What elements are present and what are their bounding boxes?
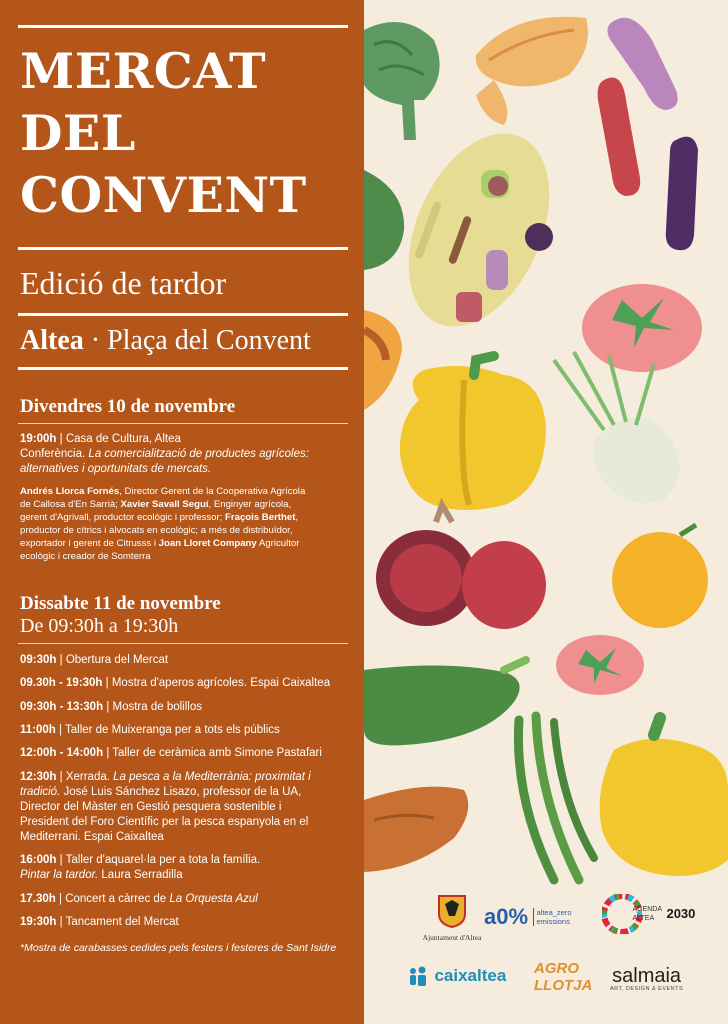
day1-event [20, 432, 340, 477]
concert-band: La Orquesta Azul [169, 893, 258, 905]
concert-text: | Concert a càrrec de [59, 893, 167, 905]
speaker-4-desc-a: Agricultor [258, 538, 300, 549]
day1-conf-title-a: La comercialització de productes agrícoles: [88, 448, 309, 460]
watercolor-time: 16:00h [20, 854, 57, 866]
talk-desc-d: Mediterrani. Espai Caixaltea [20, 831, 164, 843]
event-text: | Mostra de bolillos [106, 701, 202, 713]
watercolor-text: | Taller d'aquarel·la per a tota la família. [59, 854, 261, 866]
event-time: 09.30h - 19:30h [20, 677, 103, 689]
squash-icon [364, 660, 526, 745]
event-text: | Taller de Muixeranga per a tots els públics [59, 724, 280, 736]
concert-time: 17.30h [20, 893, 56, 905]
pepper-icon [600, 718, 728, 876]
event-text: | Taller de ceràmica amb Simone Pastafari [106, 747, 322, 759]
talk-desc-a: José Luis Sánchez Lisazo, professor de la UA, [63, 786, 302, 798]
event-row [20, 653, 340, 668]
speaker-1: Andrés Llorca Fornés [20, 486, 120, 497]
speaker-2-desc-a: , Enginyer agrícola, [208, 499, 292, 510]
day1-speakers [20, 485, 340, 563]
agenda-text-b: ALTEA [632, 915, 655, 922]
talk-time: 12:30h [20, 771, 57, 783]
title-line-1: MERCAT [20, 42, 267, 100]
orange-icon [612, 525, 708, 628]
day2-rule [18, 643, 348, 644]
day1-time: 19:00h [20, 433, 57, 445]
event-time: 09:30h - 13:30h [20, 701, 104, 713]
title-bottom-rule [18, 247, 348, 250]
event-text: | Obertura del Mercat [59, 654, 169, 666]
speaker-3: Fraçois Berthet [225, 512, 296, 523]
agrolotja-logo [534, 960, 592, 994]
beans-icon [518, 716, 594, 880]
speaker-3-desc-c: exportador i gerent de Citrusss i [20, 538, 156, 549]
closing-event [20, 915, 340, 930]
event-time: 09:30h [20, 654, 57, 666]
title-line-2: DEL [20, 104, 136, 162]
ajuntament-logo [416, 894, 488, 942]
artichoke-icon [364, 22, 440, 140]
agenda-2030-logo [602, 894, 695, 934]
a0-text-b: emissions [536, 917, 570, 926]
speaker-2: Xavier Savall Seguí [120, 499, 209, 510]
agrolotja-text-b: LLOTJA [534, 977, 593, 994]
coat-of-arms-icon [437, 894, 467, 928]
day1-conf-label: Conferència. [20, 448, 86, 460]
speaker-1-desc-b: de Callosa d'En Sarrià; [20, 499, 118, 510]
event-time: 12:00h - 14:00h [20, 747, 104, 759]
salmaia-label: salmaia [612, 965, 682, 987]
closing-text: | Tancament del Mercat [59, 916, 179, 928]
footnote: *Mostra de carabasses cedides pels festers i festeres de Sant Isidre [20, 942, 337, 954]
salmaia-logo [610, 966, 683, 992]
speaker-2-desc-b: gerent d'Agrivall, productor ecològic i professor; [20, 512, 223, 523]
edition-subtitle: Edició de tardor [20, 265, 227, 301]
day2-heading: Dissabte 11 de novembre [20, 593, 221, 614]
talk-desc-b: Director del Màster en Gestió pesquera sostenible i [20, 801, 282, 813]
caixaltea-logo [408, 966, 506, 986]
vegetable-illustration [364, 0, 728, 1024]
tomato-icon [582, 284, 702, 372]
talk-desc-c: President del Foro Científic per la pesca espanyola en el [20, 816, 309, 828]
pomegranate-icon [376, 505, 546, 629]
talk-label: | Xerrada. [59, 771, 110, 783]
venue-rule [18, 367, 348, 370]
squash-icon [381, 112, 577, 349]
altea-zero-logo [484, 904, 572, 930]
agenda-text-a: AGENDA [632, 906, 663, 913]
tomato-icon [556, 635, 644, 695]
empanada-icon [476, 17, 588, 125]
talk-event [20, 770, 340, 845]
town: Altea [20, 325, 84, 356]
talk-title-a: La pesca a la Mediterrània: proximitat i [113, 771, 311, 783]
watercolor-subtitle: Pintar la tardor. [20, 869, 99, 881]
event-time: 11:00h [20, 724, 56, 736]
day1-rule [18, 423, 348, 424]
event-text: | Mostra d'aperos agrícoles. Espai Caixaltea [105, 677, 331, 689]
watercolor-teacher: Laura Serradilla [101, 869, 183, 881]
squash-icon [364, 170, 404, 270]
sausage-icon [598, 18, 698, 250]
event-row [20, 746, 340, 761]
venue-separator: · [90, 325, 101, 356]
agrolotja-text-a: AGRO [534, 960, 579, 977]
event-row [20, 723, 340, 738]
venue [20, 325, 311, 357]
edition-rule [18, 313, 348, 316]
day1-location: | Casa de Cultura, Altea [59, 433, 181, 445]
event-row [20, 700, 340, 715]
caixaltea-label: caixaltea [434, 966, 507, 985]
concert-event [20, 892, 340, 907]
event-row [20, 676, 340, 691]
pepper-icon [400, 356, 546, 510]
closing-time: 19:30h [20, 916, 57, 928]
a0-mark: a0% [484, 904, 529, 929]
speaker-1-desc-a: , Director Gerent de la Cooperativa Agrícola [119, 486, 306, 497]
talk-title-b: tradició. [20, 786, 61, 798]
ajuntament-label: Ajuntament d'Altea [422, 933, 482, 942]
speaker-4-desc-b: ecològic i creador de Somterra [20, 551, 151, 562]
place: Plaça del Convent [107, 325, 311, 356]
day1-heading: Divendres 10 de novembre [20, 396, 236, 417]
title-line-3: CONVENT [20, 166, 307, 224]
speaker-3-desc-b: productor de cítrics i alvocats en ecològic; a més de distribuïdor, [20, 525, 293, 536]
salmaia-sub: ART, DESIGN & EVENTS [610, 986, 684, 992]
day1-conf-title-b: alternatives i oportunitats de mercats. [20, 463, 212, 475]
top-rule [18, 25, 348, 28]
speaker-4: Joan Lloret Company [158, 538, 257, 549]
sweet-potato-icon [364, 787, 468, 872]
a0-text-a: altea_zero [536, 908, 572, 917]
watercolor-event [20, 853, 340, 883]
turnip-icon [554, 352, 680, 503]
agenda-year: 2030 [666, 906, 696, 922]
speaker-3-desc-a: , [295, 512, 299, 523]
illustration-panel [364, 0, 728, 1024]
day2-hours: De 09:30h a 19:30h [20, 615, 179, 637]
people-icon [408, 966, 430, 986]
